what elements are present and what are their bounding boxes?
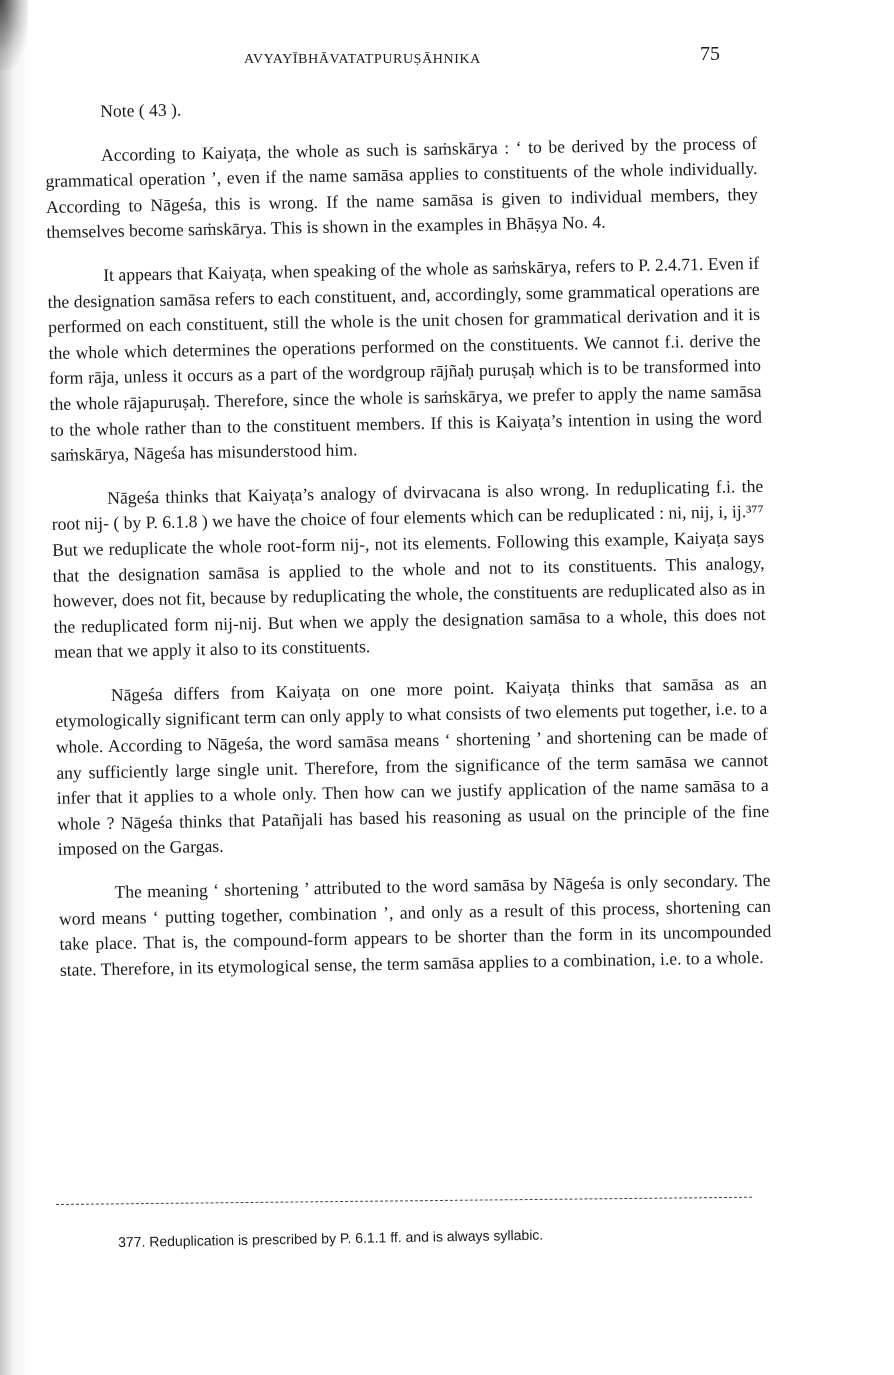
paragraph-3: Nāgeśa thinks that Kaiyaṭa’s analogy of dvirvacana is also wrong. In reduplicating f.i. the root nij- ( by P. 6.1.8 ) we have the choice of four elements which can be reduplicated : ni, nij, i, ij.³⁷⁷ But we reduplicate the whole root-form nij-, not its elements. Following this example, Kaiyaṭa says that the designation samāsa is applied to the whole and not to its constituents. This analogy, however, does not fit, because by reduplicating the whole, the constituents are reduplicated also as in the reduplicated form nij-nij. But when we apply the designation samāsa to a whole, this does not mean that we apply it also to its constituents. — [51, 475, 766, 663]
note-label: Note ( 43 ). — [100, 99, 182, 121]
footnote: 377. Reduplication is prescribed by P. 6.1.1 ff. and is always syllabic. — [118, 1226, 544, 1250]
paragraph-1: According to Kaiyaṭa, the whole as such is saṁskārya : ‘ to be derived by the process of grammatical operation ’, even if the name samāsa applies to constituents of the whole individually. According to Nāgeśa, this is wrong. If the name samāsa is given to individual members, they themselves become saṁskārya. This is shown in the examples in Bhāṣya No. 4. — [45, 132, 759, 243]
paragraph-5: The meaning ‘ shortening ’ attributed to the word samāsa by Nāgeśa is only secondary. The word means ‘ putting together, combination ’, and only as a result of this process, shortening can take place. That is, the compound-form appears to be shorter than the form in its uncompounded state. Therefore, in its etymological sense, the term samāsa applies to a combination, i.e. to a whole. — [58, 869, 772, 980]
paragraph-4: Nāgeśa differs from Kaiyaṭa on one more point. Kaiyaṭa thinks that samāsa as an etymologically significant term can only apply to what consists of two elements put together, i.e. to a whole. According to Nāgeśa, the word samāsa means ‘ shortening ’ and shortening can be made of any sufficiently large single unit. Therefore, from the significance of the term samāsa we cannot infer that it applies to a whole only. Then how can we justify application of the name samāsa to a whole ? Nāgeśa thinks that Patañjali has based his reasoning as usual on the principle of the fine imposed on the Gargas. — [55, 672, 770, 860]
page-corner-shadow — [0, 0, 28, 70]
page-number: 75 — [700, 43, 720, 65]
footnote-divider — [56, 1197, 752, 1205]
body-text — [44, 87, 772, 1001]
page-edge-shadow — [0, 0, 34, 1375]
running-head: AVYAYĪBHĀVATATPURUṢĀHNIKA — [244, 52, 481, 67]
paragraph-2: It appears that Kaiyaṭa, when speaking of the whole as saṁskārya, refers to P. 2.4.71. Even if the designation samāsa refers to each constituent, and, accordingly, some grammatical operations are performed on each constituent, still the whole is the unit chosen for grammatical derivation and it is the whole which determines the operations performed on the constituents. We cannot f.i. derive the form rāja, unless it occurs as a part of the wordgroup rājñaḥ puruṣaḥ which is to be transformed into the whole rājapuruṣaḥ. Therefore, since the whole is saṁskārya, we prefer to apply the name samāsa to the whole rather than to the constituent members. If this is Kaiyaṭa’s intention in using the word saṁskārya, Nāgeśa has misunderstood him. — [47, 252, 763, 466]
